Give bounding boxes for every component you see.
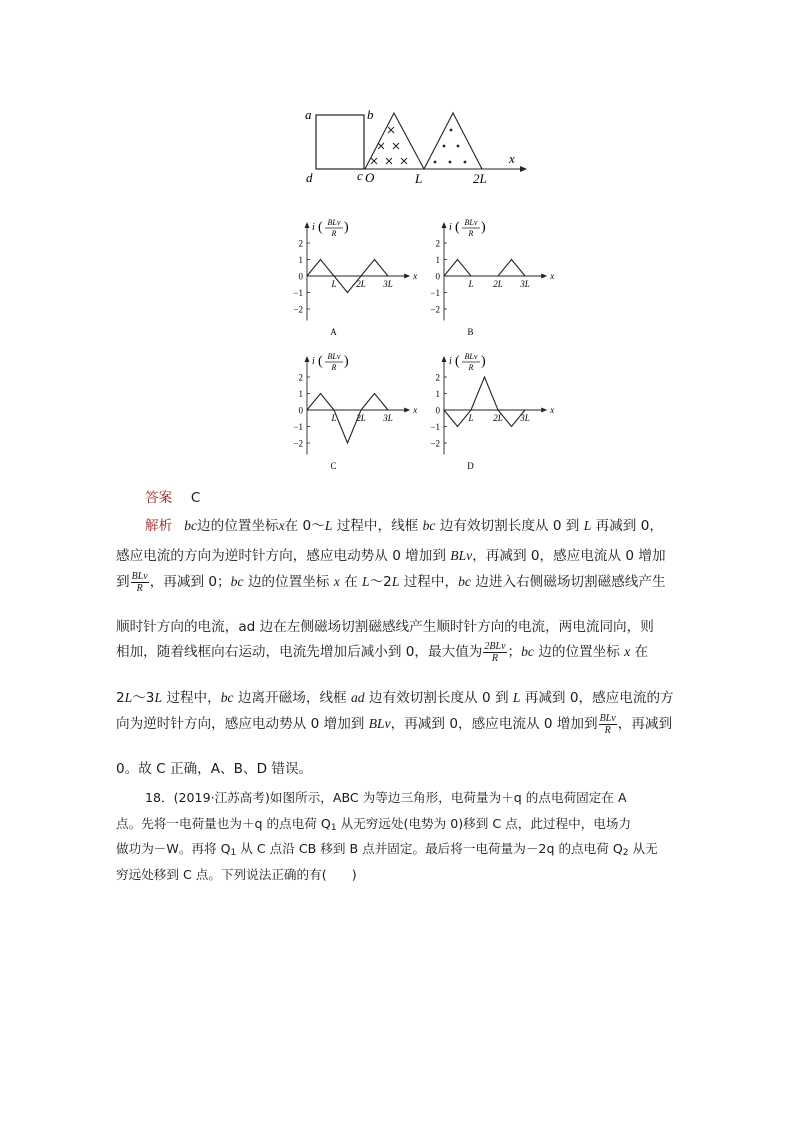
question-18-line-1: 18．(2019·江苏高考)如图所示，ABC 为等边三角形，电荷量为＋q 的点电荷固定在 A — [145, 790, 627, 805]
x-tick-label: L — [468, 279, 474, 289]
y-axis-label: i — [312, 356, 315, 367]
analysis-line-7: 向为逆时针方向，感应电动势从 0 增加到 BLv，再减到 0，感应电流从 0 增加到 $\frac{\text{BLv}}{R}$ ，再减到 — [116, 712, 673, 736]
y-tick-label: −2 — [430, 438, 440, 449]
x-tick-label: 2L — [493, 279, 503, 289]
y-axis-arrow — [442, 222, 447, 228]
unit-denominator: R — [468, 229, 474, 238]
y-tick-label: 2 — [435, 238, 440, 249]
x-tick-label: 2L — [356, 413, 366, 423]
current-waveform — [444, 377, 525, 427]
x-axis-arrow — [520, 166, 527, 172]
analysis-line-3: 到 $\frac{\text{BLv}}{R}$ ，再减到 0；bc 边的位置坐标 x 在 L～2L 过程中，bc 边进入右侧磁场切割磁感线产生 — [116, 570, 666, 594]
analysis-line-1: 解析 bc边的位置坐标x在 0～L 过程中，线框 bc 边有效切割长度从 0 到 L 再减到 0， — [145, 518, 663, 534]
analysis-line-6: 2L～3L 过程中，bc 边离开磁场，线框 ad 边有效切割长度从 0 到 L 再减到 0，感应电流的方 — [116, 690, 674, 706]
y-tick-label: 2 — [298, 372, 303, 383]
graph-option-a — [283, 212, 418, 337]
y-tick-label: −2 — [293, 438, 303, 449]
corner-d: d — [306, 170, 313, 185]
option-letter: A — [330, 327, 337, 337]
y-tick-label: 1 — [298, 255, 303, 265]
x-tick-label: 3L — [520, 279, 530, 289]
unit-paren-right: ) — [344, 220, 349, 235]
y-tick-label: −1 — [293, 422, 303, 432]
answer-value: C — [190, 490, 201, 506]
magnetic-field-diagram — [298, 100, 528, 190]
y-tick-label: −2 — [430, 304, 440, 315]
unit-paren-left: ( — [455, 220, 460, 235]
question-18-line-4: 穷远处移到 C 点。下列说法正确的有( ) — [116, 867, 357, 882]
corner-a: a — [305, 107, 312, 122]
fraction: $\frac{\text{BLv}}{R}$ — [599, 712, 616, 736]
y-tick-label: 2 — [298, 238, 303, 249]
graph-option-b — [420, 212, 555, 337]
x-axis-arrow — [541, 274, 547, 279]
y-tick-label: −1 — [293, 288, 303, 298]
y-axis-arrow — [442, 356, 447, 362]
field-cross-marks — [371, 127, 407, 164]
y-axis-arrow — [305, 222, 310, 228]
option-letter: D — [467, 461, 474, 471]
unit-numerator: BLv — [464, 218, 478, 227]
y-tick-label: 1 — [435, 389, 440, 399]
option-letter: B — [467, 327, 474, 337]
graph-option-d — [420, 346, 555, 471]
y-tick-label: 1 — [298, 389, 303, 399]
unit-denominator: R — [331, 363, 337, 372]
origin-label: O — [365, 170, 375, 185]
y-tick-label: 0 — [298, 405, 303, 416]
y-axis-arrow — [305, 356, 310, 362]
y-tick-label: 2 — [435, 372, 440, 383]
question-18-line-3: 做功为－W。再将 $Q_1$ 从 C 点沿 CB 移到 B 点并固定。最后将一电荷量为－2q 的点电荷 $Q_2$ 从无 — [116, 841, 658, 858]
x-tick-label: L — [468, 413, 474, 423]
y-tick-label: 1 — [435, 255, 440, 265]
unit-paren-left: ( — [318, 354, 323, 369]
option-letter: C — [330, 461, 337, 471]
x-axis-label: x — [413, 271, 418, 281]
x-tick-label: 3L — [383, 279, 393, 289]
analysis-line-2: 感应电流的方向为逆时针方向，感应电动势从 0 增加到 BLv，再减到 0，感应电流从 0 增加 — [116, 548, 666, 564]
x-axis-label: x — [550, 271, 555, 281]
unit-paren-right: ) — [344, 354, 349, 369]
y-tick-label: −2 — [293, 304, 303, 315]
x-tick-label: 2L — [493, 413, 503, 423]
unit-paren-right: ) — [481, 354, 486, 369]
tick-2l-label: 2L — [473, 171, 487, 186]
x-tick-label: 3L — [383, 413, 393, 423]
y-axis-label: i — [312, 222, 315, 233]
analysis-line-4: 顺时针方向的电流，ad 边在左侧磁场切割磁感线产生顺时针方向的电流，两电流同向，则 — [116, 619, 654, 635]
analysis-line-8: 0。故 C 正确，A、B、D 错误。 — [116, 761, 313, 777]
fraction: $\frac{\text{BLv}}{R}$ — [131, 570, 148, 594]
x-tick-label: L — [331, 279, 337, 289]
y-tick-label: 0 — [435, 405, 440, 416]
field-dot-marks — [434, 129, 467, 164]
tick-l-label: L — [415, 171, 423, 186]
x-axis-label: x — [550, 405, 555, 415]
unit-denominator: R — [331, 229, 337, 238]
y-tick-label: 0 — [298, 271, 303, 282]
right-field-triangle — [424, 113, 482, 169]
x-axis-arrow — [404, 274, 410, 279]
y-tick-label: 0 — [435, 271, 440, 282]
unit-numerator: BLv — [327, 352, 341, 361]
current-waveform — [444, 260, 525, 277]
unit-numerator: BLv — [464, 352, 478, 361]
unit-paren-left: ( — [455, 354, 460, 369]
analysis-label: 解析 — [145, 518, 173, 534]
answer-line — [145, 486, 200, 506]
x-axis-label: x — [509, 151, 515, 166]
unit-paren-left: ( — [318, 220, 323, 235]
analysis-line-5: 相加，随着线框向右运动，电流先增加后减小到 0，最大值为 $\frac{\text{2BLv}}{R}$ ；bc 边的位置坐标 x 在 — [116, 640, 649, 664]
x-axis-label: x — [413, 405, 418, 415]
question-18-line-2: 点。先将一电荷量也为＋q 的点电荷 $Q_1$ 从无穷远处(电势为 0)移到 C 点，此过程中，电场力 — [116, 816, 632, 833]
x-tick-label: L — [331, 413, 337, 423]
x-axis-arrow — [541, 408, 547, 413]
unit-numerator: BLv — [327, 218, 341, 227]
y-tick-label: −1 — [430, 422, 440, 432]
y-axis-label: i — [449, 222, 452, 233]
unit-paren-right: ) — [481, 220, 486, 235]
wire-frame — [316, 115, 364, 169]
y-tick-label: −1 — [430, 288, 440, 298]
x-tick-label: 2L — [356, 279, 366, 289]
x-axis-arrow — [404, 408, 410, 413]
y-axis-label: i — [449, 356, 452, 367]
answer-label: 答案 — [145, 490, 173, 506]
x-tick-label: 3L — [520, 413, 530, 423]
unit-denominator: R — [468, 363, 474, 372]
corner-c: c — [357, 168, 363, 183]
current-waveform — [307, 394, 388, 444]
fraction: $\frac{\text{2BLv}}{R}$ — [484, 640, 506, 664]
corner-b: b — [367, 107, 374, 122]
graph-option-c — [283, 346, 418, 471]
